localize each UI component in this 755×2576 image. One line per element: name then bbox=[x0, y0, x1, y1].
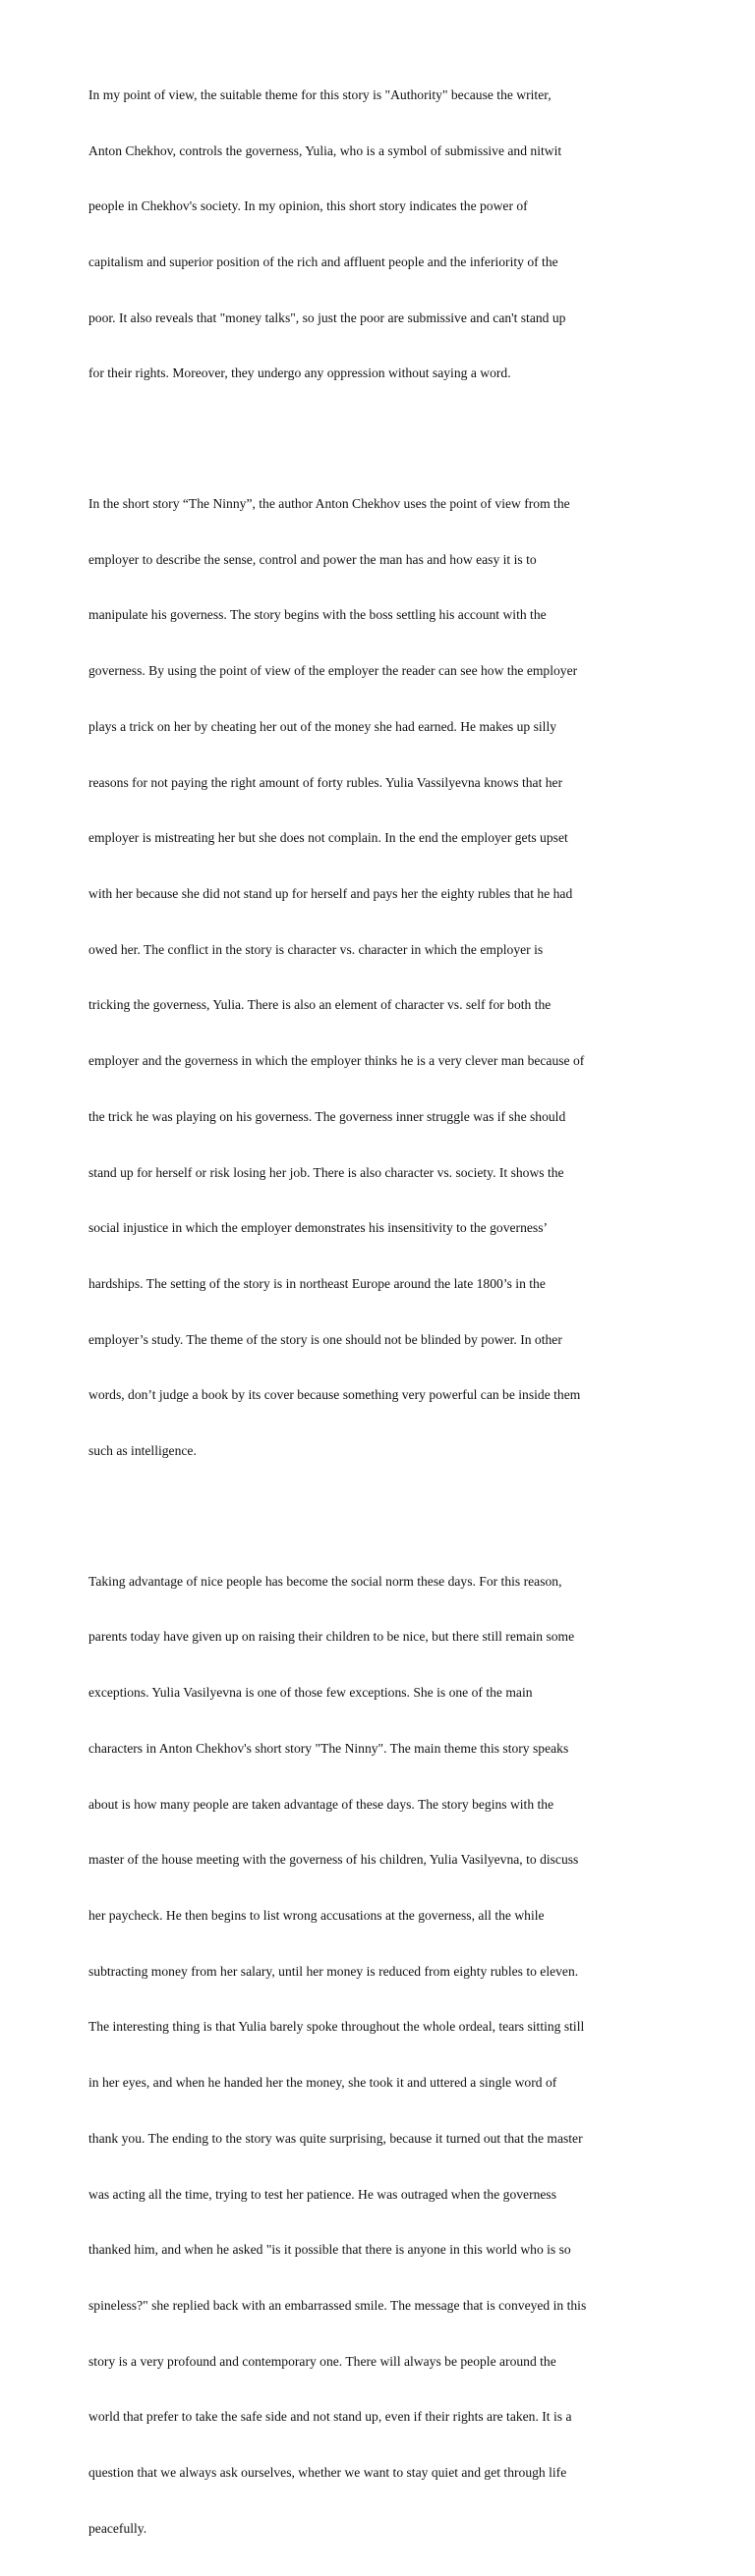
text-line: capitalism and superior position of the rich and affluent people and the inferiority of the bbox=[88, 253, 558, 269]
text-line: tricking the governess, Yulia. There is also an element of character vs. self for both the bbox=[88, 997, 552, 1013]
text-line: in her eyes, and when he handed her the money, she took it and uttered a single word of bbox=[88, 2075, 557, 2091]
text-line: social injustice in which the employer demonstrates his insensitivity to the governess’ bbox=[88, 1220, 549, 1236]
text-line: employer to describe the sense, control and power the man has and how easy it is to bbox=[88, 551, 537, 567]
text-line: question that we always ask ourselves, whether we want to stay quiet and get through life bbox=[88, 2465, 567, 2481]
text-line: master of the house meeting with the governess of his children, Yulia Vasilyevna, to discuss bbox=[88, 1852, 579, 1868]
text-line: Anton Chekhov, controls the governess, Yulia, who is a symbol of submissive and nitwit bbox=[88, 142, 562, 158]
text-line: reasons for not paying the right amount of forty rubles. Yulia Vassilyevna knows that her bbox=[88, 774, 563, 790]
text-line: words, don’t judge a book by its cover because something very powerful can be inside them bbox=[88, 1387, 581, 1403]
text-line: hardships. The setting of the story is in northeast Europe around the late 1800’s in the bbox=[88, 1276, 546, 1291]
text-line: In the short story “The Ninny”, the author Anton Chekhov uses the point of view from the bbox=[88, 495, 570, 511]
text-line: the trick he was playing on his governess. The governess inner struggle was if she should bbox=[88, 1108, 566, 1124]
text-line: employer is mistreating her but she does not complain. In the end the employer gets upset bbox=[88, 830, 568, 846]
text-line: governess. By using the point of view of the employer the reader can see how the employer bbox=[88, 663, 578, 679]
text-line: spineless?" she replied back with an embarrassed smile. The message that is conveyed in this bbox=[88, 2298, 587, 2314]
text-line: plays a trick on her by cheating her out of the money she had earned. He makes up silly bbox=[88, 718, 557, 734]
text-line: The interesting thing is that Yulia barely spoke throughout the whole ordeal, tears sitting still bbox=[88, 2019, 585, 2035]
text-line: stand up for herself or risk losing her job. There is also character vs. society. It shows the bbox=[88, 1164, 564, 1180]
text-line: such as intelligence. bbox=[88, 1443, 197, 1459]
text-line: In my point of view, the suitable theme for this story is "Authority" because the writer, bbox=[88, 86, 552, 102]
text-line: her paycheck. He then begins to list wrong accusations at the governess, all the while bbox=[88, 1908, 545, 1923]
text-line: employer and the governess in which the employer thinks he is a very clever man because of bbox=[88, 1053, 585, 1069]
text-line: thanked him, and when he asked "is it possible that there is anyone in this world who is so bbox=[88, 2242, 571, 2258]
document-page bbox=[88, 49, 668, 2576]
text-line: peacefully. bbox=[88, 2520, 147, 2536]
text-line: Taking advantage of nice people has become the social norm these days. For this reason, bbox=[88, 1573, 562, 1589]
text-line: poor. It also reveals that "money talks", so just the poor are submissive and can't stand up bbox=[88, 309, 566, 325]
text-line: parents today have given up on raising their children to be nice, but there still remain some bbox=[88, 1629, 575, 1645]
text-line: with her because she did not stand up for herself and pays her the eighty rubles that he had bbox=[88, 885, 573, 901]
text-line: was acting all the time, trying to test her patience. He was outraged when the governess bbox=[88, 2186, 557, 2202]
text-line: for their rights. Moreover, they undergo any oppression without saying a word. bbox=[88, 365, 511, 381]
paragraph-spacer bbox=[88, 1498, 668, 1536]
text-line: story is a very profound and contemporary one. There will always be people around the bbox=[88, 2353, 556, 2369]
text-line: thank you. The ending to the story was quite surprising, because it turned out that the master bbox=[88, 2130, 583, 2146]
paragraph-taking-advantage bbox=[88, 1536, 668, 2576]
text-line: people in Chekhov's society. In my opinion, this short story indicates the power of bbox=[88, 198, 528, 214]
text-line: subtracting money from her salary, until her money is reduced from eighty rubles to eleven. bbox=[88, 1963, 579, 1979]
text-line: characters in Anton Chekhov's short story "The Ninny". The main theme this story speaks bbox=[88, 1740, 569, 1756]
text-line: manipulate his governess. The story begins with the boss settling his account with the bbox=[88, 607, 547, 623]
text-line: exceptions. Yulia Vasilyevna is one of those few exceptions. She is one of the main bbox=[88, 1685, 533, 1701]
text-line: about is how many people are taken advantage of these days. The story begins with the bbox=[88, 1796, 554, 1812]
text-line: employer’s study. The theme of the story is one should not be blinded by power. In other bbox=[88, 1331, 562, 1347]
paragraph-authority-theme bbox=[88, 49, 668, 420]
paragraph-spacer bbox=[88, 420, 668, 458]
paragraph-point-of-view bbox=[88, 458, 668, 1498]
text-line: owed her. The conflict in the story is character vs. character in which the employer is bbox=[88, 941, 544, 957]
text-line: world that prefer to take the safe side and not stand up, even if their rights are taken. It is a bbox=[88, 2409, 572, 2425]
